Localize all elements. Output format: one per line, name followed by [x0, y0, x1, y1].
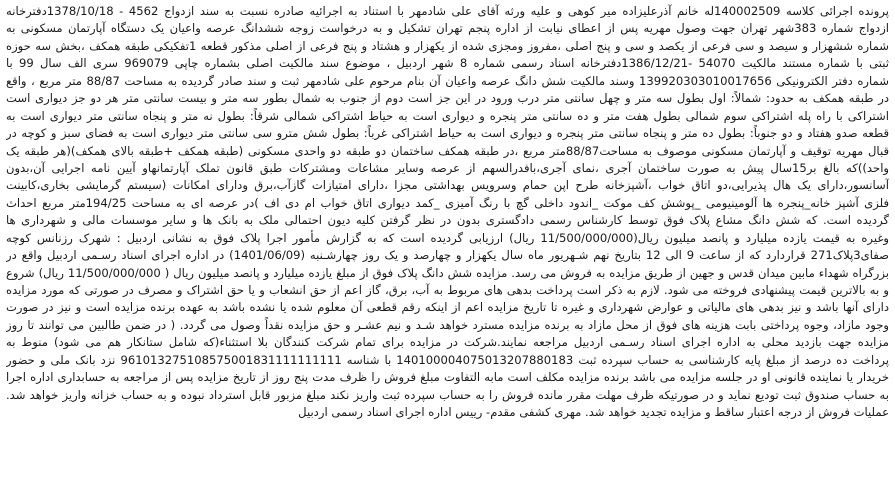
text-line-6: در طبقه همکف به حدود: شمالاً: اول بطول سه متر و چهل سانتی متر درب ورود در این جز است دوم از جنوب به شمال بطور سه متر و بیست سانتی متر هر دو جز دیواری است	[6, 91, 889, 106]
text-line-16: بزرگراه شهداء مابین میدان قدس و جهین از طریق مزایده به فروش می رسد. مزایده شش دانگ پلاک فوق از مبلغ یازده میلیارد و پانصد میلیون ریال ( 11/500/000/000 ریال) شروع	[6, 265, 889, 280]
text-line-15: صفای3پلاک271 قراردارد که از ساعت 9 الی 12 بتاریخ نهم شـهریور ماه سال یکهزار و چهارصد و یک روز چهارشـنبه (1401/06/09) در اداره اجرای اسناد رسـمی اردبیل واقع در	[6, 248, 889, 263]
text-line-12: فلزی آشپز خانه_پنجره ها آلومینیومی _پوشش کف موکت _اندود داخلی گچ با رنگ آمیزی _کمد دیواری اتاق خواب ام دی اف )در عرصه ای به مساحت 194/25متر مربع احداث	[6, 195, 889, 210]
text-line-13: گردیده است. که شش دانگ مشاع پلاک فوق توسط کارشناس رسمی دادگستری بدون در نظر گرفتن کلیه دیون احتمالی ملک به بانک ها و سایر موسسات مالی و شهرداری ها	[6, 213, 889, 228]
text-line-24: عملیات فروش از درجه اعتبار ساقط و مزایده تجدید خواهد شد. مهری کشفی مقدم- رییس اداره اجرای اسناد رسمی اردبیل	[298, 405, 889, 420]
text-line-8: قطعه صدو هفتاد و دو جنوباً: بطول ده متر و پنجاه سانتی متر پنجره و دیواری است به حیاط اشتراکی غرباً: بطول شش مترو سی سانتی متر دیواری است به فضای سبز و کوچه در	[6, 126, 889, 141]
text-line-20: مزایده جهت بازدید محلی به اداره اجرای اسناد رسـمی اردبیل مراجعه نمایند.شرکت در مزایده برای تمام شرکت کنندگان بلا استثناء(که شامل ستانکار هم می شود) منوط به	[6, 335, 889, 350]
text-line-3: شماره ششهزار و سیصد و سی فرعی از یکصد و سی و پنج اصلی ،مفروز ومجزی شده از یکهزار و هشتاد و پنج فرعی از اصلی مذکور قطعه 1تفکیکی طبقه همکف ،بخش سه حوزه	[6, 38, 889, 53]
text-line-4: ثبتی با شماره مستند مالکیت 54070 -1386/12/21دفترخانه اسناد رسمی شماره 8 شهر اردبیل ، موضوع سند مالکیت اصلی بشماره چاپی 969079 سری الف سال 99 با	[6, 56, 889, 71]
text-line-2: ازدواج شماره 383شهر تهران جهت وصول مهریه پس از اعطای نیابت از اداره پنجم تهران تشکیل و به درخواست زوجه ششدانگ عرصه واعیان یک دستگاه آپارتمان مسکونی به	[6, 21, 889, 36]
text-line-18: دارای آنها باشد و نیز بدهی های مالیاتی و عوارض شهرداری و غیره تا تاریخ مزایده اعم از اینکه رقم قطعی آن معلوم شده یا نشده باشد به عهده برنده مزایده است و نیز در صورت	[6, 300, 889, 315]
text-line-21: پرداخت ده درصد از مبلغ پایه کارشناسی به حساب سپرده ثبت 140100004075013207880183 با شناسه 961013275108575001831111111111 نزد بانک ملی و حضور	[6, 352, 889, 367]
text-line-10: واحد))که بالغ بر15سال پیش به صورت ساختمان آجری ،نمای آجری،بافدرالسهم از عرصه وسایر مشاعات ومشترکات طبق قانون تملک آپارتمانهاو آیین نامه اجرایی آن،بدون	[6, 160, 889, 175]
text-line-9: قبال مهریه توقیف و آپارتمان مسکونی موصوف به مساحت88/87متر مربع ،در طبقه همکف ساختمان دو طبقه دو واحدی مسکونی (طبقه همکف +طبقه بالای همکف)(هر طبقه یک	[6, 143, 889, 158]
text-line-23: به حساب صندوق ثبت تودیع نماید و در صورتیکه ظرف مهلت مقرر مانده فروش را به حساب سپرده ثبت واریز نکند مبلغ مزبور قابل استرداد نبوده و به حساب خزانه واریز خواهد شد.	[6, 387, 889, 402]
text-line-17: و به بالاترین قیمت پیشنهادی فروخته می شود. لازم به ذکر است پرداخت بدهی های مربوط به آب، برق، گاز اعم از حق انشعاب و یا حق اشتراک و مصرف در صورتی که مورد مزایده	[6, 283, 889, 297]
text-line-5: شماره دفتر الکترونیکی 139920303010017656 وسند مالکیت شش دانگ عرصه واعیان آن بنام مرحوم علی شادمهر ثبت و سند صادر گردیده به مساحت 88/87 متر مربع ، واقع	[6, 73, 889, 88]
text-line-19: وجود مازاد، وجوه پرداختی بابت هزینه های فوق از محل مازاد به برنده مزایده مسترد خواهد شـد و نیم عشـر و حق مزایده نقداً وصول می گردد. ( در ضمن طالبین می توانند تا روز	[6, 317, 889, 332]
text-line-7: اشتراکی با راه پله اشتراکی سوم شمالی بطول هفت متر و ده سانتی متر پنجره و دیواری است به حیاط اشتراکی شمالی شرقاً: بطول نه متر و پنجاه سانتی متر دیواری است به	[6, 108, 889, 123]
text-line-11: آسانسور،دارای یک هال پذیرایی،دو اتاق خواب ،آشپزخانه طرح اپن حمام وسرویس بهداشتی مجزا ،دارای امتیازات گازآب،برق ودارای امکانات (سیستم گرمایشی بخاری،کابینت	[6, 178, 889, 193]
text-line-1: پرونده اجرائی کلاسه 140002509له خانم آذرعلیزاده میر کوهی و علیه ورثه آقای علی شادمهر با استناد به اجرائیه صادره نسبت به سند ازدواج 4562 - 1378/10/18دفترخانه	[6, 4, 889, 18]
text-line-22: خریدار یا نماینده قانونی او در جلسه مزایده می باشد برنده مزایده مکلف است مابه التفاوت مبلغ فروش را ظرف مدت پنج روز از تاریخ مزایده پس از مراجعه به حسابداری اداره اجرا	[6, 370, 889, 385]
text-line-14: وغیره به قیمت یازده میلیارد و پانصد میلیون ریال(11/500/000/000 ریال) ارزیابی گردیده است که به گزارش مأمور اجرا پلاک فوق به نشانی اردبیل : شهرک رزنانس کوچه	[6, 230, 889, 245]
